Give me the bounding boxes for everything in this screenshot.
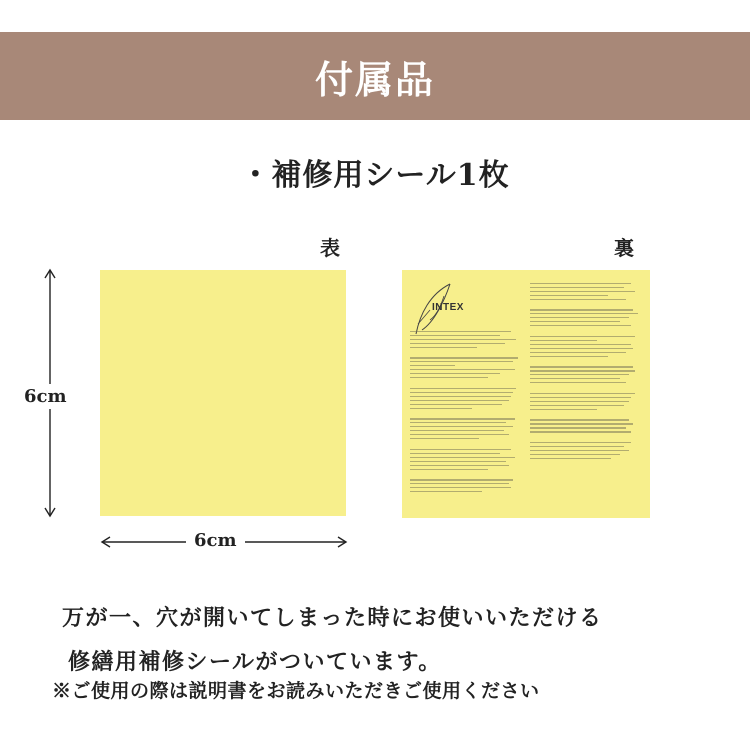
usage-note: ※ご使用の際は説明書をお読みいただきご使用ください xyxy=(52,680,540,702)
item-heading: ・補修用シール1枚 xyxy=(240,158,510,193)
instructions-left xyxy=(410,328,522,495)
description-line-2: 修繕用補修シールがついています。 xyxy=(68,649,442,675)
back-label: 裏 xyxy=(614,236,634,260)
patch-front xyxy=(100,270,346,516)
height-dimension: 6cm xyxy=(24,386,67,407)
brand-text: INTEX xyxy=(432,302,464,313)
front-label: 表 xyxy=(320,236,340,260)
description xyxy=(62,596,603,684)
title-banner xyxy=(0,32,750,120)
instructions-right xyxy=(530,280,642,462)
width-dimension: 6cm xyxy=(186,530,245,551)
patch-back xyxy=(402,270,650,518)
banner-title: 付属品 xyxy=(314,56,435,102)
description-line-1: 万が一、穴が開いてしまった時にお使いいただける xyxy=(62,605,603,631)
